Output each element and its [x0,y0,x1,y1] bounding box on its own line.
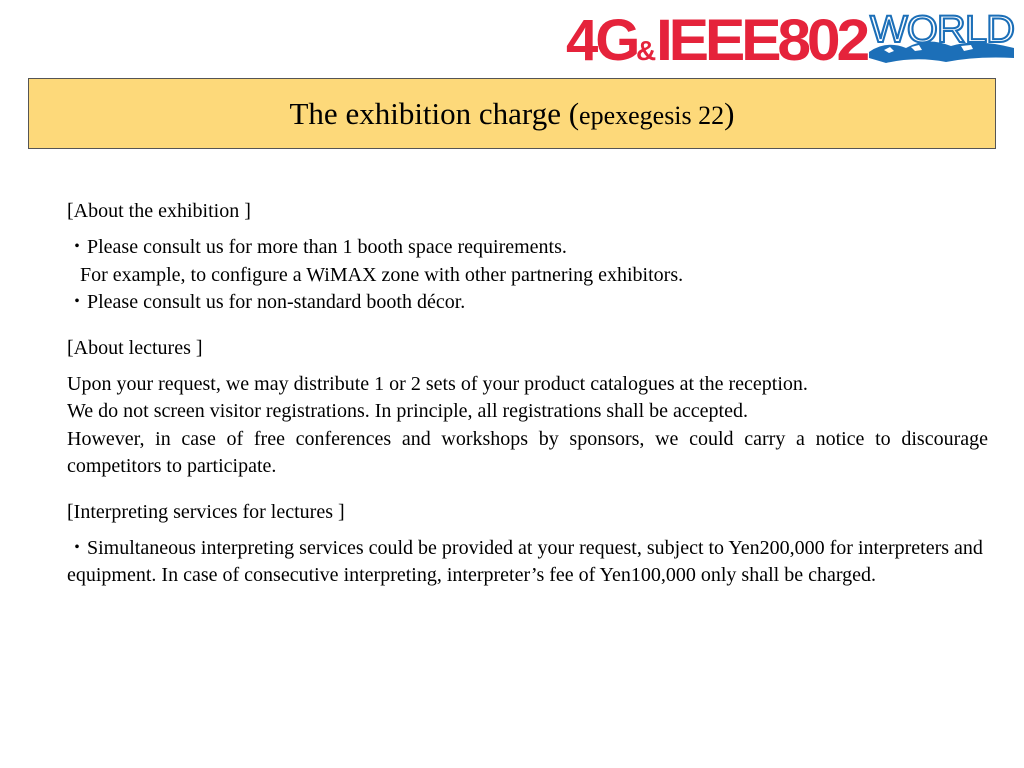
exhibition-line-3: ・Please consult us for non-standard booth décor. [67,291,466,313]
lectures-paragraph-3: However, in case of free conferences and workshops by sponsors, we could carry a notice to discourage competitors to participate. [67,427,988,477]
lectures-paragraph-2: We do not screen visitor registrations. In principle, all registrations shall be accepted. [67,400,748,422]
section-heading-interpreting: [Interpreting services for lectures ] [67,500,345,523]
logo-4g: 4G [566,8,638,68]
section-heading-lectures: [About lectures ] [67,336,203,359]
logo-ampersand: & [636,35,657,66]
interpreting-paragraph-1: ・Simultaneous interpreting services could be provided at your request, subject to Yen200,000 for interpreters and equipment. In case of consecutive interpreting, interpreter’s fee of Yen100,000 only shall be charged. [67,536,983,586]
slide-content [67,196,988,590]
title-close-paren: ) [724,95,735,131]
title-subtitle: epexegesis 22 [579,100,725,130]
title-banner [28,78,996,149]
exhibition-line-1: ・Please consult us for more than 1 booth space requirements. [67,236,567,258]
logo-ieee802: IEEE802 [656,8,868,68]
title-main: The exhibition charge ( [289,95,580,131]
page-title [290,96,735,132]
section-lectures [67,333,988,481]
event-logo [566,6,1018,68]
lectures-paragraph-1: Upon your request, we may distribute 1 or 2 sets of your product catalogues at the reception. [67,372,808,395]
exhibition-line-2: For example, to configure a WiMAX zone with other partnering exhibitors. [80,263,684,286]
logo-world: WORLD [870,9,1014,51]
section-heading-exhibition: [About the exhibition ] [67,200,251,222]
section-interpreting [67,497,988,590]
section-exhibition [67,196,988,317]
